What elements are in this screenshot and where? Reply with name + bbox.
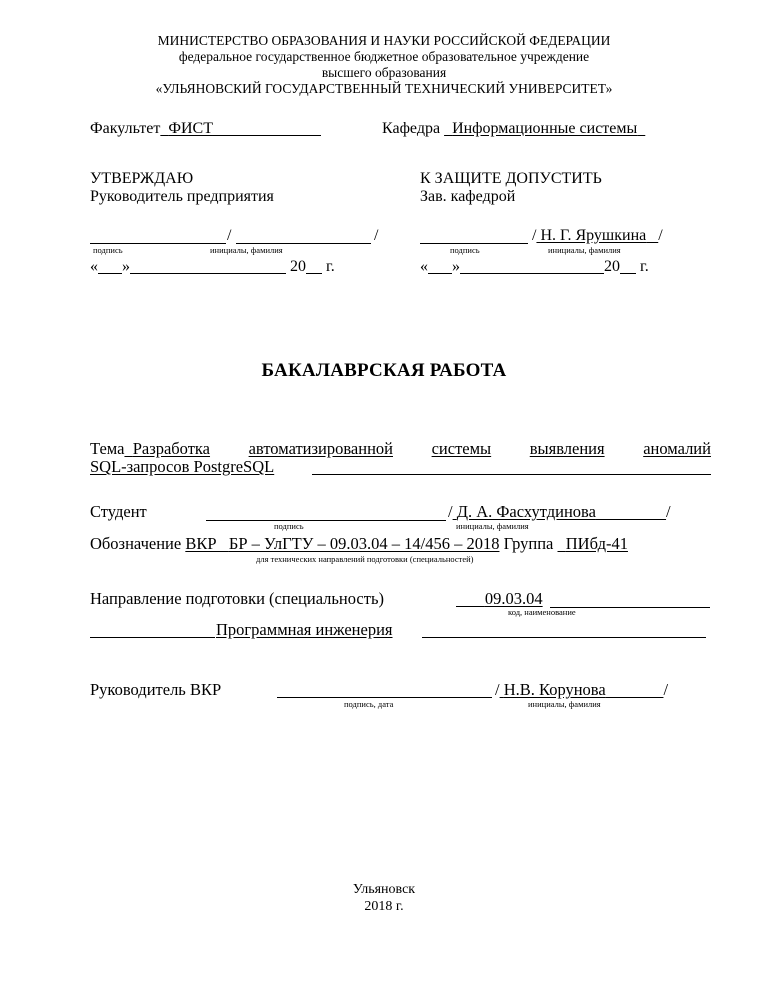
approve-signature-caption: подпись [93,245,123,255]
supervisor-name-caption: инициалы, фамилия [528,699,601,709]
direction-code-caption: код, наименование [508,607,576,617]
city: Ульяновск [352,882,416,897]
student-signature-line [206,520,446,521]
supervisor-signature-caption: подпись, дата [344,699,394,709]
topic-line-2: SQL-запросов PostgreSQL [90,458,711,476]
student-label: Студент [90,502,147,521]
faculty-value: ФИСТ [168,120,213,137]
admit-role: Зав. кафедрой [420,188,516,205]
direction-name: Программная инженерия [216,620,393,639]
admit-name-caption: инициалы, фамилия [548,245,621,255]
topic-block [90,440,711,476]
direction-code: 09.03.04 [484,589,543,608]
slash: / [227,227,232,244]
supervisor-signature-line [277,697,492,698]
department-row [382,120,645,138]
faculty-row [90,120,321,138]
group-value: ПИбд-41 [565,534,628,553]
direction-name-line-right [422,637,706,638]
designation-code: БР – УлГТУ – 09.03.04 – 14/456 – 2018 [228,534,500,553]
slash: / [374,227,379,244]
direction-label: Направление подготовки (специальность) [90,589,384,608]
department-label: Кафедра [382,120,441,137]
supervisor-name-row: / Н.В. Корунова / [495,680,669,699]
supervisor-name: Н.В. Корунова [503,680,606,699]
student-name-caption: инициалы, фамилия [456,521,529,531]
faculty-label: Факультет [90,120,161,137]
topic-label: Тема [90,439,125,458]
university-name: «УЛЬЯНОВСКИЙ ГОСУДАРСТВЕННЫЙ ТЕХНИЧЕСКИЙ УНИВЕРСИТЕТ» [155,81,613,96]
approve-name-line [236,243,371,244]
admit-signature-line [420,243,528,244]
topic-line-1: Тема Разработка автоматизированной системы выявления аномалий [90,439,711,458]
institution-type-line: федеральное государственное бюджетное образовательное учреждение [178,49,590,64]
student-name-row: / Д. А. Фасхутдинова / [448,502,671,521]
ministry-line: МИНИСТЕРСТВО ОБРАЗОВАНИЯ И НАУКИ РОССИЙСКОЙ ФЕДЕРАЦИИ [157,33,611,48]
direction-name-line-left [90,637,215,638]
direction-code-row [456,589,710,609]
designation-caption: для технических направлений подготовки (специальностей) [256,554,474,564]
student-name: Д. А. Фасхутдинова [456,502,596,521]
student-signature-caption: подпись [274,521,304,531]
department-value: Информационные системы [452,120,638,137]
approve-signature-line [90,243,226,244]
group-label: Группа [503,534,554,553]
supervisor-label: Руководитель ВКР [90,680,222,699]
year: 2018 г. [364,899,404,914]
document-title: БАКАЛАВРСКАЯ РАБОТА [261,360,507,381]
admit-name-row: / Н. Г. Ярушкина / [532,227,663,244]
designation-row: Обозначение ВКР БР – УлГТУ – 09.03.04 – 14/456 – 2018 Группа ПИбд-41 [90,534,628,553]
admit-heading: К ЗАЩИТЕ ДОПУСТИТЬ [420,170,602,187]
admit-name: Н. Г. Ярушкина [540,227,647,244]
approve-role: Руководитель предприятия [90,188,274,205]
approve-name-caption: инициалы, фамилия [210,245,283,255]
admit-date-row: « » 20 г. [420,258,649,275]
admit-signature-caption: подпись [450,245,480,255]
education-level-line: высшего образования [321,65,447,80]
approve-heading: УТВЕРЖДАЮ [90,170,194,187]
designation-label: Обозначение [90,534,182,553]
approve-date-row: « » 20 г. [90,258,335,275]
